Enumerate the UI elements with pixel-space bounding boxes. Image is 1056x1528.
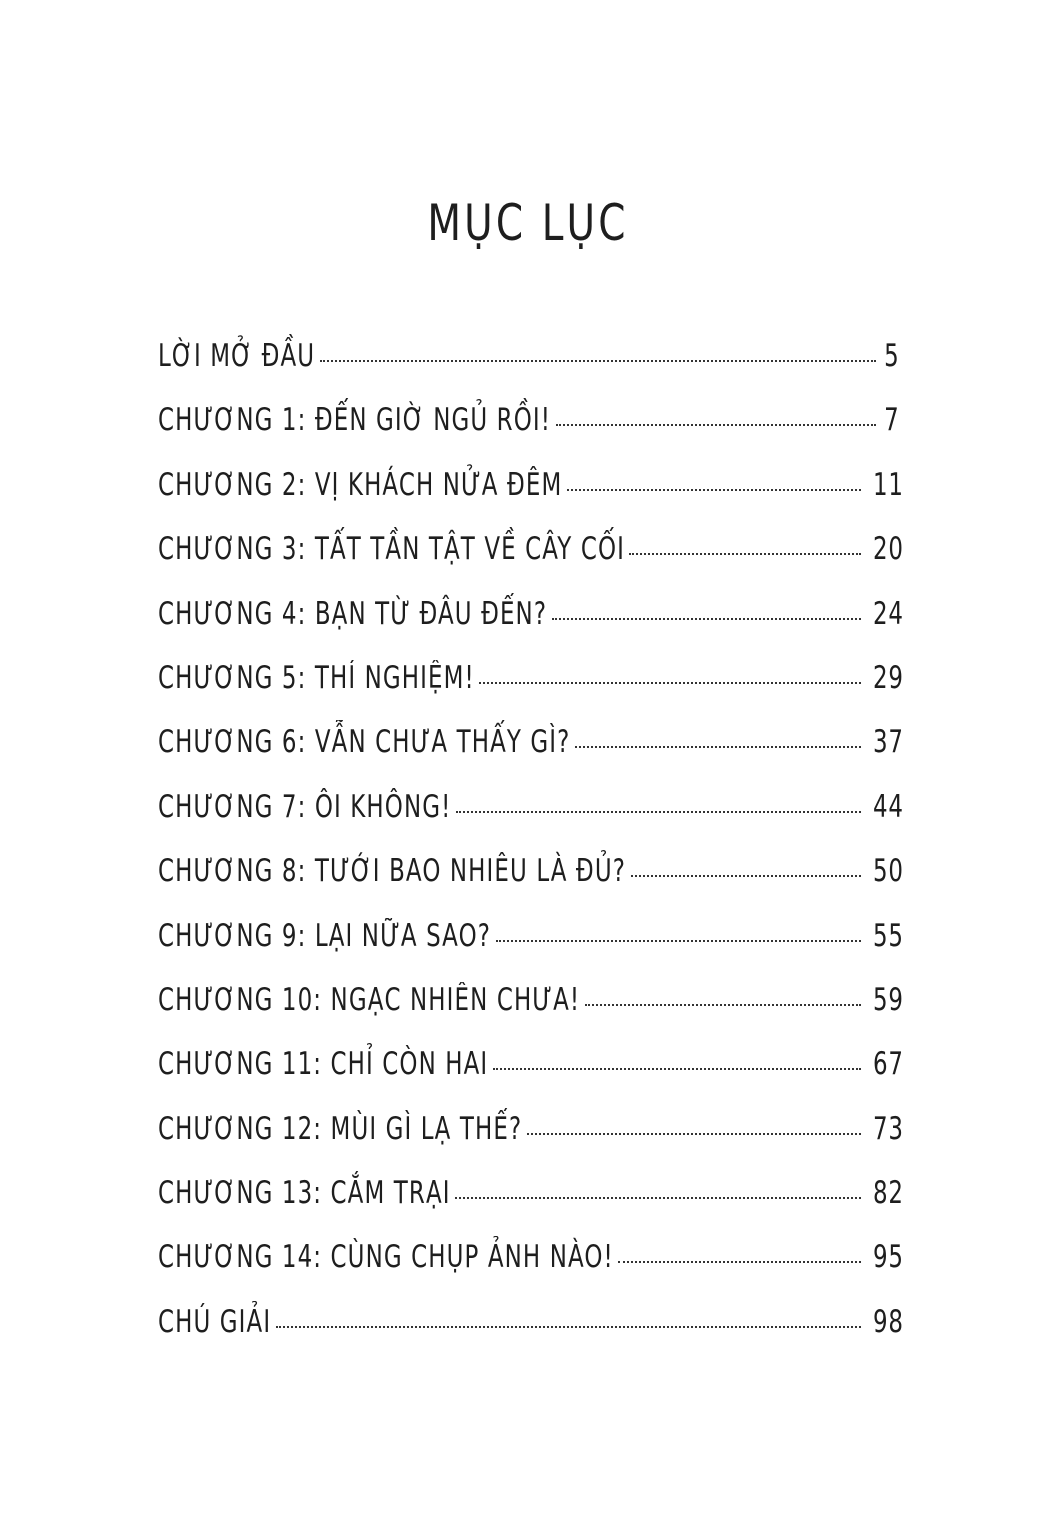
dot-leader xyxy=(575,746,861,748)
dot-leader xyxy=(455,1197,861,1199)
toc-entry-preface[interactable] xyxy=(158,334,900,398)
dot-leader xyxy=(552,618,861,620)
entry-label: CHƯƠNG 10: NGẠC NHIÊN CHƯA! xyxy=(158,981,581,1018)
toc-entry-chapter-10[interactable] xyxy=(158,978,904,1042)
toc-entry-chapter-1[interactable] xyxy=(158,398,900,462)
entry-page-number: 50 xyxy=(873,853,904,890)
dot-leader xyxy=(276,1326,861,1328)
toc-entry-chapter-6[interactable] xyxy=(158,720,904,784)
toc-entry-chapter-3[interactable] xyxy=(158,527,904,591)
toc-entry-chapter-11[interactable] xyxy=(158,1042,904,1106)
toc-list xyxy=(158,334,904,1364)
dot-leader xyxy=(320,360,876,362)
entry-page-number: 5 xyxy=(884,338,900,374)
entry-label: CHƯƠNG 14: CÙNG CHỤP ẢNH NÀO! xyxy=(158,1239,614,1276)
entry-label: CHƯƠNG 5: THÍ NGHIỆM! xyxy=(158,659,475,696)
dot-leader xyxy=(629,553,861,555)
dot-leader xyxy=(479,682,861,684)
entry-page-number: 95 xyxy=(873,1239,904,1276)
toc-entry-chapter-9[interactable] xyxy=(158,914,904,978)
entry-page-number: 37 xyxy=(873,724,904,761)
toc-entry-chapter-12[interactable] xyxy=(158,1107,904,1171)
dot-leader xyxy=(567,489,861,491)
entry-label: CHƯƠNG 9: LẠI NỮA SAO? xyxy=(158,917,492,954)
entry-page-number: 98 xyxy=(873,1303,904,1340)
toc-entry-chapter-4[interactable] xyxy=(158,592,904,656)
entry-page-number: 7 xyxy=(884,402,900,439)
dot-leader xyxy=(556,424,876,426)
entry-label: CHƯƠNG 2: VỊ KHÁCH NỬA ĐÊM xyxy=(158,466,563,503)
entry-label: CHƯƠNG 11: CHỈ CÒN HAI xyxy=(158,1046,489,1083)
entry-label: LỜI MỞ ĐẦU xyxy=(158,338,316,374)
dot-leader xyxy=(496,940,861,942)
entry-label: CHƯƠNG 1: ĐẾN GIỜ NGỦ RỒI! xyxy=(158,402,552,439)
entry-page-number: 29 xyxy=(873,659,904,696)
toc-entry-chapter-7[interactable] xyxy=(158,785,904,849)
page-title: MỤC LỤC xyxy=(427,194,629,252)
toc-entry-chapter-8[interactable] xyxy=(158,849,904,913)
toc-entry-chapter-5[interactable] xyxy=(158,656,904,720)
entry-page-number: 73 xyxy=(873,1110,904,1147)
dot-leader xyxy=(585,1004,861,1006)
entry-page-number: 59 xyxy=(873,981,904,1018)
dot-leader xyxy=(618,1261,861,1263)
dot-leader xyxy=(456,811,861,813)
entry-label: CHƯƠNG 13: CẮM TRẠI xyxy=(158,1175,451,1212)
entry-page-number: 67 xyxy=(873,1046,904,1083)
dot-leader xyxy=(527,1133,861,1135)
entry-page-number: 24 xyxy=(873,595,904,632)
entry-page-number: 11 xyxy=(873,466,904,503)
entry-label: CHÚ GIẢI xyxy=(158,1303,272,1340)
dot-leader xyxy=(631,875,861,877)
entry-label: CHƯƠNG 8: TƯỚI BAO NHIÊU LÀ ĐỦ? xyxy=(158,853,627,890)
entry-label: CHƯƠNG 7: ÔI KHÔNG! xyxy=(158,788,452,825)
toc-entry-chapter-13[interactable] xyxy=(158,1171,904,1235)
entry-label: CHƯƠNG 3: TẤT TẦN TẬT VỀ CÂY CỐI xyxy=(158,531,625,568)
dot-leader xyxy=(493,1068,861,1070)
entry-label: CHƯƠNG 12: MÙI GÌ LẠ THẾ? xyxy=(158,1110,523,1147)
entry-label: CHƯƠNG 6: VẪN CHƯA THẤY GÌ? xyxy=(158,724,571,761)
entry-page-number: 55 xyxy=(873,917,904,954)
toc-entry-chapter-2[interactable] xyxy=(158,463,904,527)
entry-page-number: 82 xyxy=(873,1175,904,1212)
toc-entry-chapter-14[interactable] xyxy=(158,1235,904,1299)
toc-entry-glossary[interactable] xyxy=(158,1300,904,1364)
entry-page-number: 20 xyxy=(873,531,904,568)
entry-label: CHƯƠNG 4: BẠN TỪ ĐÂU ĐẾN? xyxy=(158,595,548,632)
entry-page-number: 44 xyxy=(873,788,904,825)
